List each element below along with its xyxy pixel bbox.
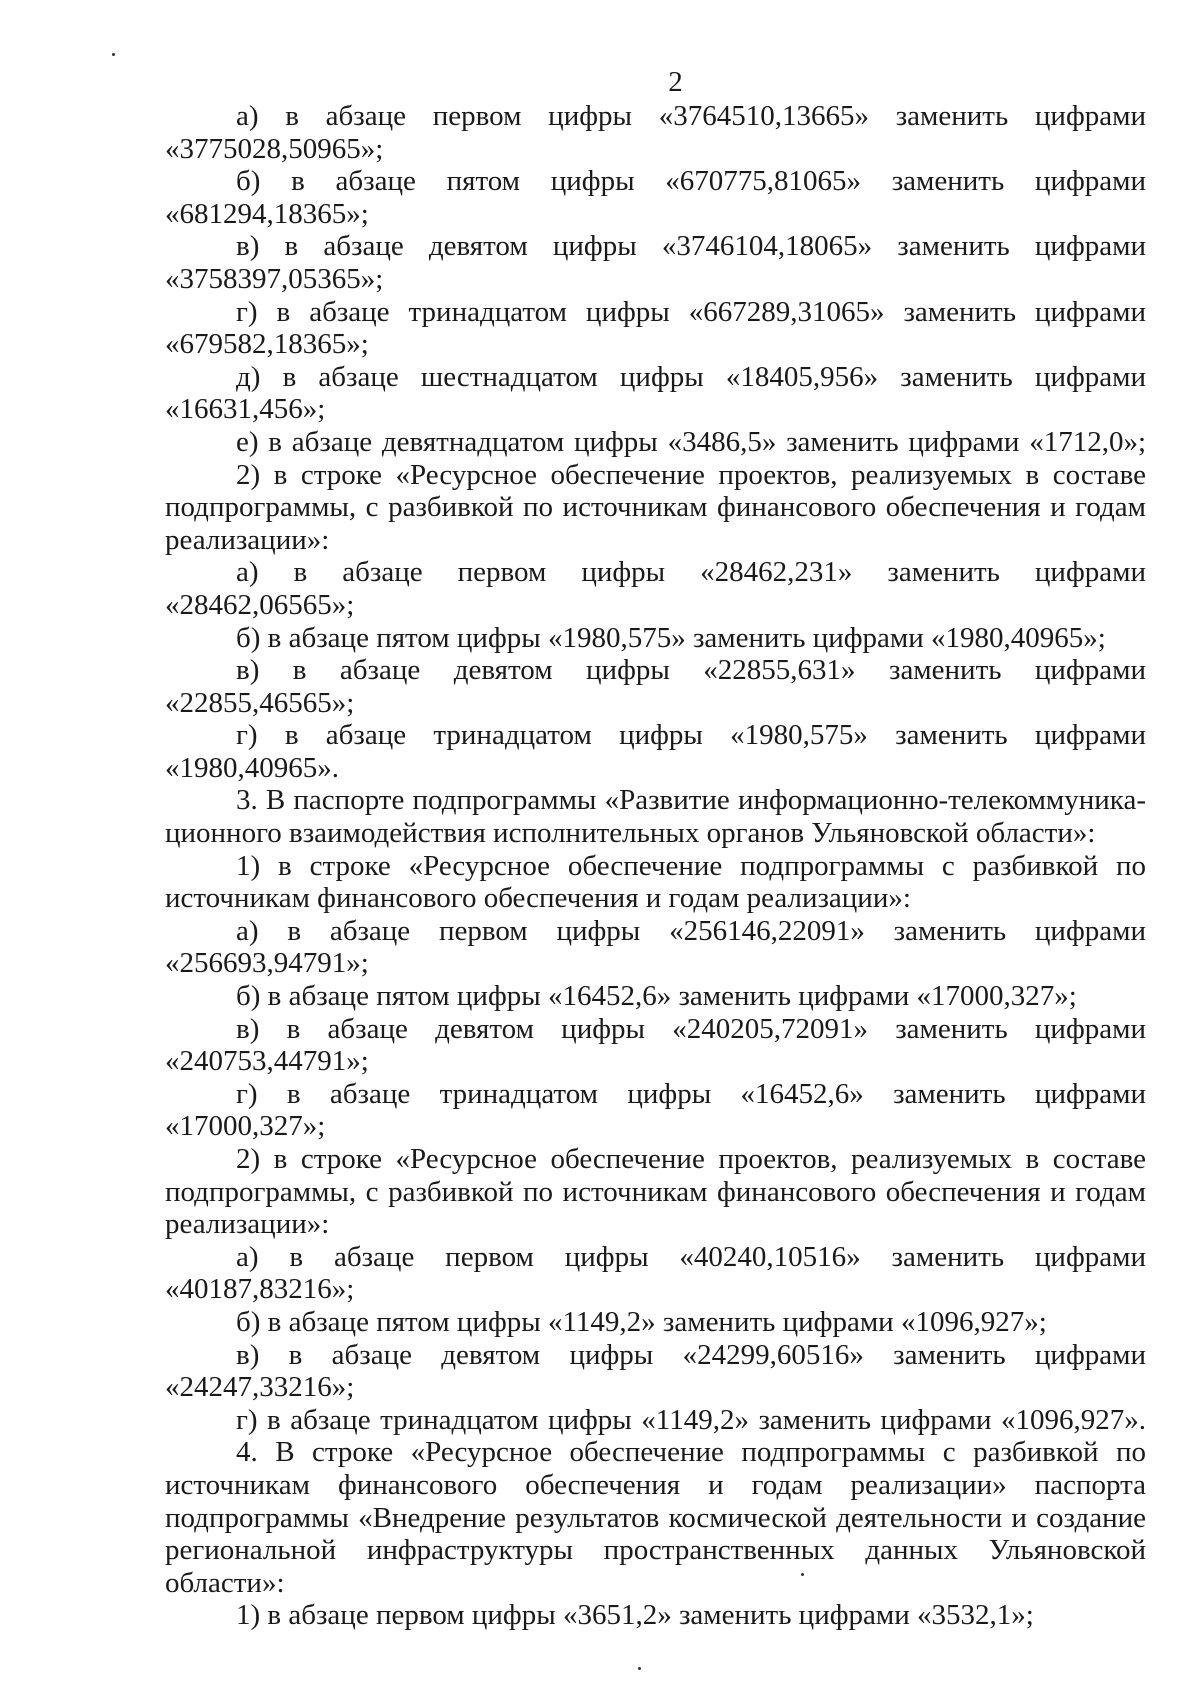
page-number: 2	[668, 66, 683, 98]
paragraph: а) в абзаце первом цифры «40240,10516» заменить цифрами «40187,83216»;	[165, 1240, 1146, 1306]
paragraph: а) в абзаце первом цифры «3764510,13665» заменить цифрами «3775028,50965»;	[165, 100, 1146, 165]
paragraph: г) в абзаце тринадцатом цифры «667289,31065» заменить цифрами «679582,18365»;	[165, 295, 1146, 361]
paragraph: 3. В паспорте подпрограммы «Развитие информационно-телекоммуника-ционного взаимодействия исполнительных органов Ульяновской области»:	[165, 784, 1146, 850]
paragraph: г) в абзаце тринадцатом цифры «16452,6» заменить цифрами «17000,327»;	[165, 1077, 1146, 1143]
document-body	[165, 100, 1146, 1632]
scan-speck	[112, 53, 115, 56]
paragraph: б) в абзаце пятом цифры «1149,2» заменить цифрами «1096,927»;	[236, 1305, 1047, 1338]
paragraph: в) в абзаце девятом цифры «22855,631» заменить цифрами «22855,46565»;	[165, 654, 1146, 719]
paragraph: г) в абзаце тринадцатом цифры «1149,2» заменить цифрами «1096,927».	[236, 1403, 1146, 1436]
paragraph: б) в абзаце пятом цифры «670775,81065» заменить цифрами «681294,18365»;	[165, 165, 1146, 230]
paragraph: 4. В строке «Ресурсное обеспечение подпрограммы с разбивкой по источникам финансового обеспечения и годам реализации» паспорта подпрограммы «Внедрение результатов космической деятельности и создание региональной инфраструктуры пространственных данных Ульяновской области»:	[165, 1436, 1146, 1599]
paragraph: в) в абзаце девятом цифры «24299,60516» заменить цифрами «24247,33216»;	[165, 1338, 1146, 1404]
paragraph: в) в абзаце девятом цифры «240205,72091» заменить цифрами «240753,44791»;	[165, 1012, 1146, 1078]
paragraph: а) в абзаце первом цифры «256146,22091» заменить цифрами «256693,94791»;	[165, 914, 1146, 980]
paragraph: 2) в строке «Ресурсное обеспечение проектов, реализуемых в составе подпрограммы, с разбивкой по источникам финансового обеспечения и годам реализации»:	[165, 1143, 1146, 1241]
scan-speck	[638, 1667, 641, 1670]
paragraph: б) в абзаце пятом цифры «1980,575» заменить цифрами «1980,40965»;	[236, 621, 1106, 654]
paragraph: д) в абзаце шестнадцатом цифры «18405,956» заменить цифрами «16631,456»;	[165, 360, 1146, 426]
paragraph: в) в абзаце девятом цифры «3746104,18065» заменить цифрами «3758397,05365»;	[165, 230, 1146, 295]
paragraph: 2) в строке «Ресурсное обеспечение проектов, реализуемых в составе подпрограммы, с разбивкой по источникам финансового обеспечения и годам реализации»:	[165, 458, 1146, 556]
scan-speck	[801, 1573, 804, 1576]
paragraph: е) в абзаце девятнадцатом цифры «3486,5» заменить цифрами «1712,0»;	[236, 425, 1146, 458]
paragraph: 1) в абзаце первом цифры «3651,2» заменить цифрами «3532,1»;	[236, 1599, 1034, 1632]
paragraph: б) в абзаце пятом цифры «16452,6» заменить цифрами «17000,327»;	[236, 980, 1077, 1013]
paragraph: г) в абзаце тринадцатом цифры «1980,575» заменить цифрами «1980,40965».	[165, 719, 1146, 784]
paragraph: 1) в строке «Ресурсное обеспечение подпрограммы с разбивкой по источникам финансового обеспечения и годам реализации»:	[165, 849, 1146, 915]
paragraph: а) в абзаце первом цифры «28462,231» заменить цифрами «28462,06565»;	[165, 556, 1146, 621]
